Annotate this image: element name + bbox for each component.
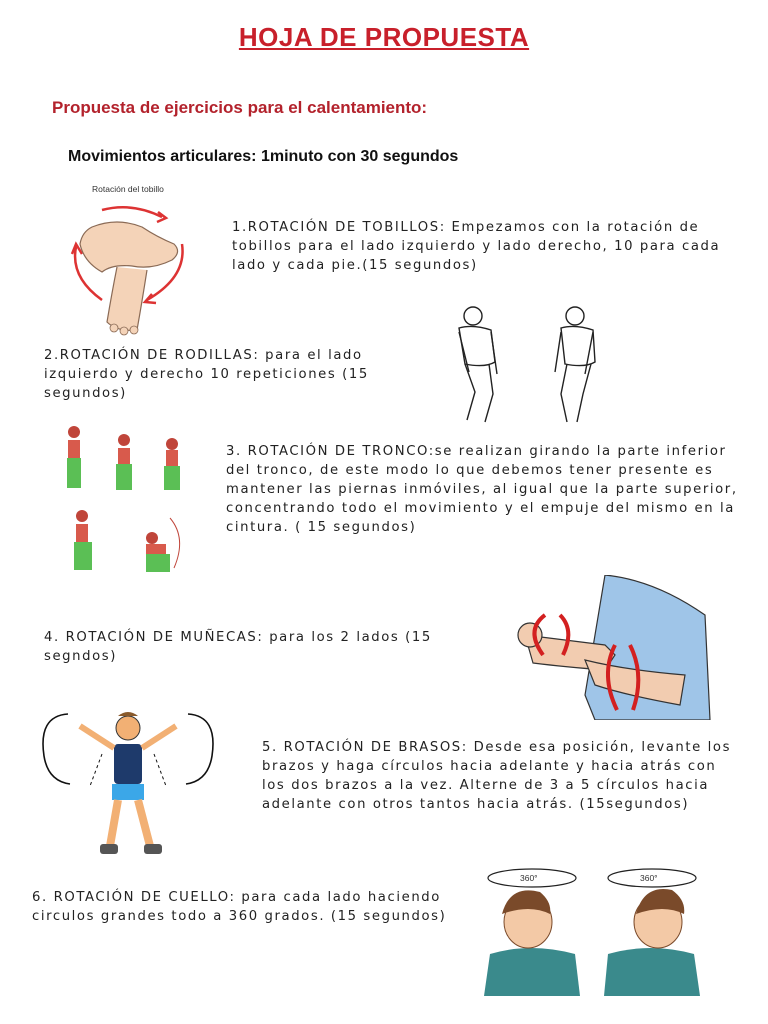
arms-icon bbox=[38, 706, 218, 864]
neck-angle-label-right: 360° bbox=[640, 873, 658, 883]
knee-rotation-illustration bbox=[445, 302, 615, 432]
trunk-icon bbox=[52, 418, 202, 578]
wrist-rotation-illustration bbox=[505, 575, 715, 720]
page-subtitle: Propuesta de ejercicios para el calentamiento: bbox=[52, 98, 428, 117]
exercise-1-text: 1.ROTACIÓN DE TOBILLOS: Empezamos con la rotación de tobillos para el lado izquierdo y lado derecho, 10 para cada lado y cada pie.(15 segundos) bbox=[232, 220, 721, 273]
wrist-icon bbox=[505, 575, 715, 720]
neck-icon bbox=[480, 864, 710, 996]
neck-angle-label-left: 360° bbox=[520, 873, 538, 883]
exercise-5-text: 5. ROTACIÓN DE BRASOS: Desde esa posición, levante los brazos y haga círculos hacia adelante y hacia atrás con los dos brazos a la vez. Alterne de 3 a 5 círculos hacia adelante con otros tantos hacia atrás. (15segundos) bbox=[262, 740, 732, 812]
ankle-caption: Rotación del tobillo bbox=[92, 184, 164, 194]
exercise-4-text: 4. ROTACIÓN DE MUÑECAS: para los 2 lados (15 segndos) bbox=[44, 630, 432, 664]
exercise-3-text: 3. ROTACIÓN DE TRONCO:se realizan girando la parte inferior del tronco, de este modo lo que debemos tener presente es mantener las piernas inmóviles, al igual que la parte superior, concentrando todo el movimiento y el empuje del mismo en la cintura. ( 15 segundos) bbox=[226, 444, 738, 535]
ankle-icon bbox=[62, 182, 192, 342]
neck-rotation-illustration bbox=[480, 864, 710, 996]
page-title: HOJA DE PROPUESTA bbox=[238, 22, 530, 52]
ankle-rotation-illustration bbox=[62, 182, 192, 342]
exercise-6-text: 6. ROTACIÓN DE CUELLO: para cada lado haciendo circulos grandes todo a 360 grados. (15 segundos) bbox=[32, 890, 447, 924]
arm-rotation-illustration bbox=[38, 706, 218, 864]
section-heading: Movimientos articulares: 1minuto con 30 segundos bbox=[68, 148, 459, 165]
trunk-rotation-illustration bbox=[52, 418, 202, 578]
exercise-2-text: 2.ROTACIÓN DE RODILLAS: para el lado izquierdo y derecho 10 repeticiones (15 segundos) bbox=[44, 348, 369, 401]
knee-icon bbox=[445, 302, 615, 432]
